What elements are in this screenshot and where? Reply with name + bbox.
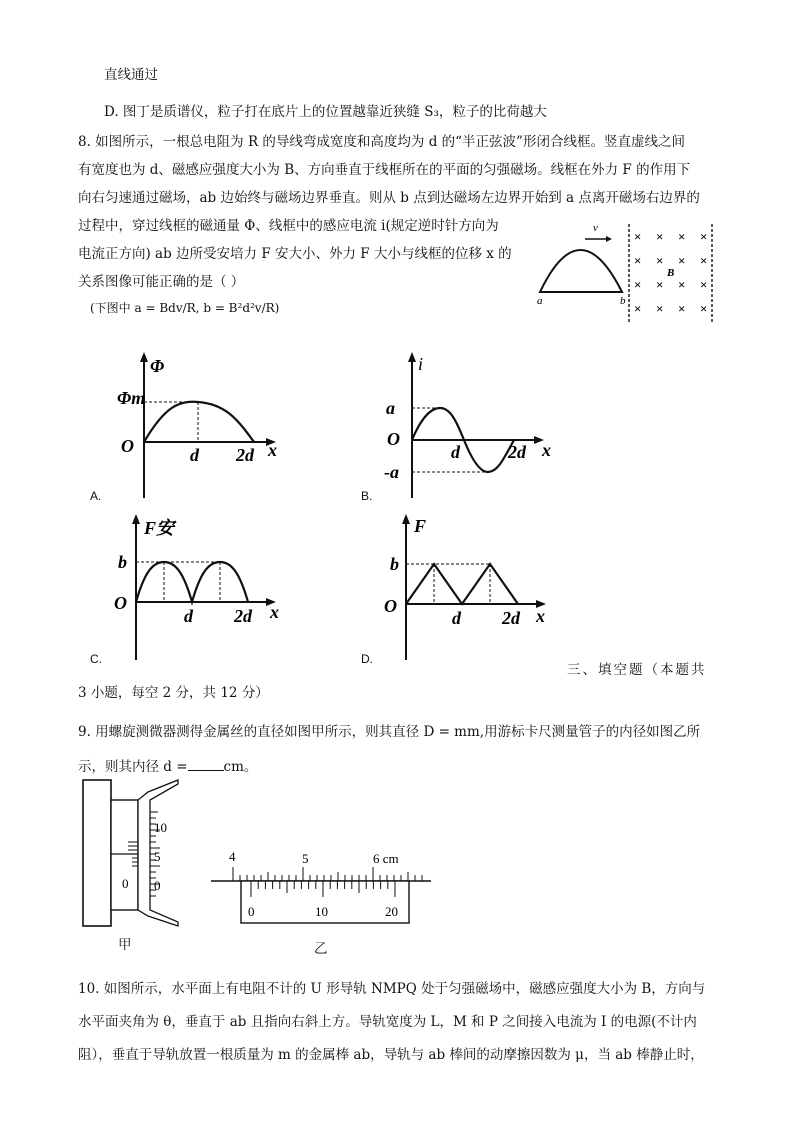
svg-text:F: F [414, 516, 427, 536]
svg-text:20: 20 [385, 904, 398, 919]
arrow-head [606, 236, 612, 242]
field-figure [530, 218, 720, 328]
svg-text:Φm: Φm [117, 388, 146, 408]
text-line: 直线通过 [104, 67, 158, 83]
svg-text:6 cm: 6 cm [373, 851, 399, 866]
question-9-suffix: cm。 [223, 759, 258, 775]
svg-text:2d: 2d [502, 608, 520, 628]
svg-text:d: d [452, 608, 461, 628]
svg-text:d: d [451, 442, 460, 462]
question-8-text: 向右匀速通过磁场，ab 边始终与磁场边界垂直。则从 b 点到达磁场左边界开始到 a 点离开磁场右边界的 [78, 190, 700, 206]
svg-text:4: 4 [229, 849, 236, 864]
sleeve [111, 800, 138, 910]
svg-text:0: 0 [154, 878, 161, 893]
caliper-figure [205, 845, 435, 930]
svg-text:×: × [678, 229, 686, 244]
svg-text:×: × [678, 277, 686, 292]
svg-text:×: × [634, 277, 642, 292]
svg-text:O: O [121, 436, 134, 456]
svg-text:O: O [384, 596, 397, 616]
svg-text:×: × [634, 301, 642, 316]
svg-text:i: i [418, 354, 424, 374]
question-8-text: 有宽度也为 d、磁感应强度大小为 B、方向垂直于线框所在的平面的匀强磁场。线框在外力 F 的作用下 [78, 162, 691, 178]
frame [83, 780, 111, 926]
svg-text:-a: -a [384, 462, 399, 482]
B-label: B [667, 267, 675, 279]
svg-text:0: 0 [122, 876, 129, 891]
svg-text:×: × [634, 253, 642, 268]
svg-text:F安: F安 [144, 518, 175, 538]
graph-b [378, 350, 558, 500]
svg-text:5: 5 [302, 851, 309, 866]
v-label: v [593, 222, 598, 234]
ampere-force-curve [136, 562, 248, 602]
question-9-text: 9. 用螺旋测微器测得金属丝的直径如图甲所示，则其直径 D = mm,用游标卡尺测量管子的内径如图乙所 [78, 724, 701, 740]
svg-text:×: × [700, 301, 708, 316]
svg-text:x: x [268, 440, 277, 460]
option-b-label: B. [361, 489, 373, 503]
flux-curve [144, 402, 254, 442]
svg-text:a: a [386, 398, 395, 418]
micrometer-figure [80, 778, 200, 936]
formula-note: (下图中 a = Bdv/R, b = B²d²v/R) [90, 301, 280, 315]
svg-text:2d: 2d [236, 445, 254, 465]
svg-text:10: 10 [315, 904, 328, 919]
question-9-prefix: 示，则其内径 d = [78, 759, 188, 775]
graph-d [378, 512, 558, 662]
svg-text:×: × [656, 277, 664, 292]
svg-text:0: 0 [248, 904, 255, 919]
figure-label-jia: 甲 [118, 937, 132, 953]
svg-text:2d: 2d [508, 442, 526, 462]
svg-text:×: × [656, 253, 664, 268]
figure-label-yi: 乙 [314, 941, 328, 957]
svg-text:10: 10 [154, 820, 167, 835]
question-8-text: 电流正方向) ab 边所受安培力 F 安大小、外力 F 大小与线框的位移 x 的 [78, 246, 512, 262]
section-3-heading: 三、填空题（本题共 [567, 662, 707, 678]
section-3-heading-cont: 3 小题，每空 2 分，共 12 分） [78, 685, 269, 701]
a-label: a [537, 295, 543, 307]
svg-text:×: × [678, 301, 686, 316]
b-label: b [620, 295, 626, 307]
svg-text:×: × [678, 253, 686, 268]
option-d-text: D. 图丁是质谱仪，粒子打在底片上的位置越靠近狭缝 S₃，粒子的比荷越大 [104, 104, 547, 120]
external-force-curve [406, 564, 518, 604]
svg-text:d: d [184, 606, 193, 626]
option-a-label: A. [90, 489, 102, 503]
question-10-text: 10. 如图所示，水平面上有电阻不计的 U 形导轨 NMPQ 处于匀强磁场中，磁感应强度大小为 B，方向与 [78, 981, 706, 997]
answer-blank[interactable] [188, 758, 224, 771]
svg-text:b: b [118, 552, 127, 572]
graph-a [108, 350, 288, 500]
svg-text:b: b [390, 554, 399, 574]
svg-text:×: × [700, 277, 708, 292]
question-8-text: 关系图像可能正确的是（ ） [78, 274, 245, 290]
option-c-label: C. [90, 652, 102, 666]
svg-text:×: × [700, 253, 708, 268]
option-d-label: D. [361, 652, 373, 666]
graph-c [108, 512, 288, 662]
svg-text:x: x [542, 440, 551, 460]
question-8-text: 过程中，穿过线框的磁通量 Φ、线框中的感应电流 i(规定逆时针方向为 [78, 218, 499, 234]
svg-text:x: x [270, 602, 279, 622]
svg-text:O: O [114, 593, 127, 613]
svg-text:O: O [387, 429, 400, 449]
svg-text:×: × [656, 229, 664, 244]
svg-text:x: x [536, 606, 545, 626]
question-10-text: 水平面夹角为 θ，垂直于 ab 且指向右斜上方。导轨宽度为 L，M 和 P 之间接入电流为 I 的电源(不计内 [78, 1014, 697, 1030]
semi-sine-loop [540, 250, 622, 292]
svg-text:×: × [634, 229, 642, 244]
question-10-text: 阻），垂直于导轨放置一根质量为 m 的金属棒 ab，导轨与 ab 棒间的动摩擦因数为 μ，当 ab 棒静止时， [78, 1047, 704, 1063]
svg-text:×: × [700, 229, 708, 244]
svg-text:d: d [190, 445, 199, 465]
svg-text:2d: 2d [234, 606, 252, 626]
svg-text:×: × [656, 301, 664, 316]
question-8-text: 8. 如图所示，一根总电阻为 R 的导线弯成宽度和高度均为 d 的“半正弦波”形闭合线框。竖直虚线之间 [78, 134, 685, 150]
svg-text:Φ: Φ [150, 356, 165, 376]
question-9-text [78, 758, 257, 776]
svg-text:5: 5 [154, 849, 161, 864]
